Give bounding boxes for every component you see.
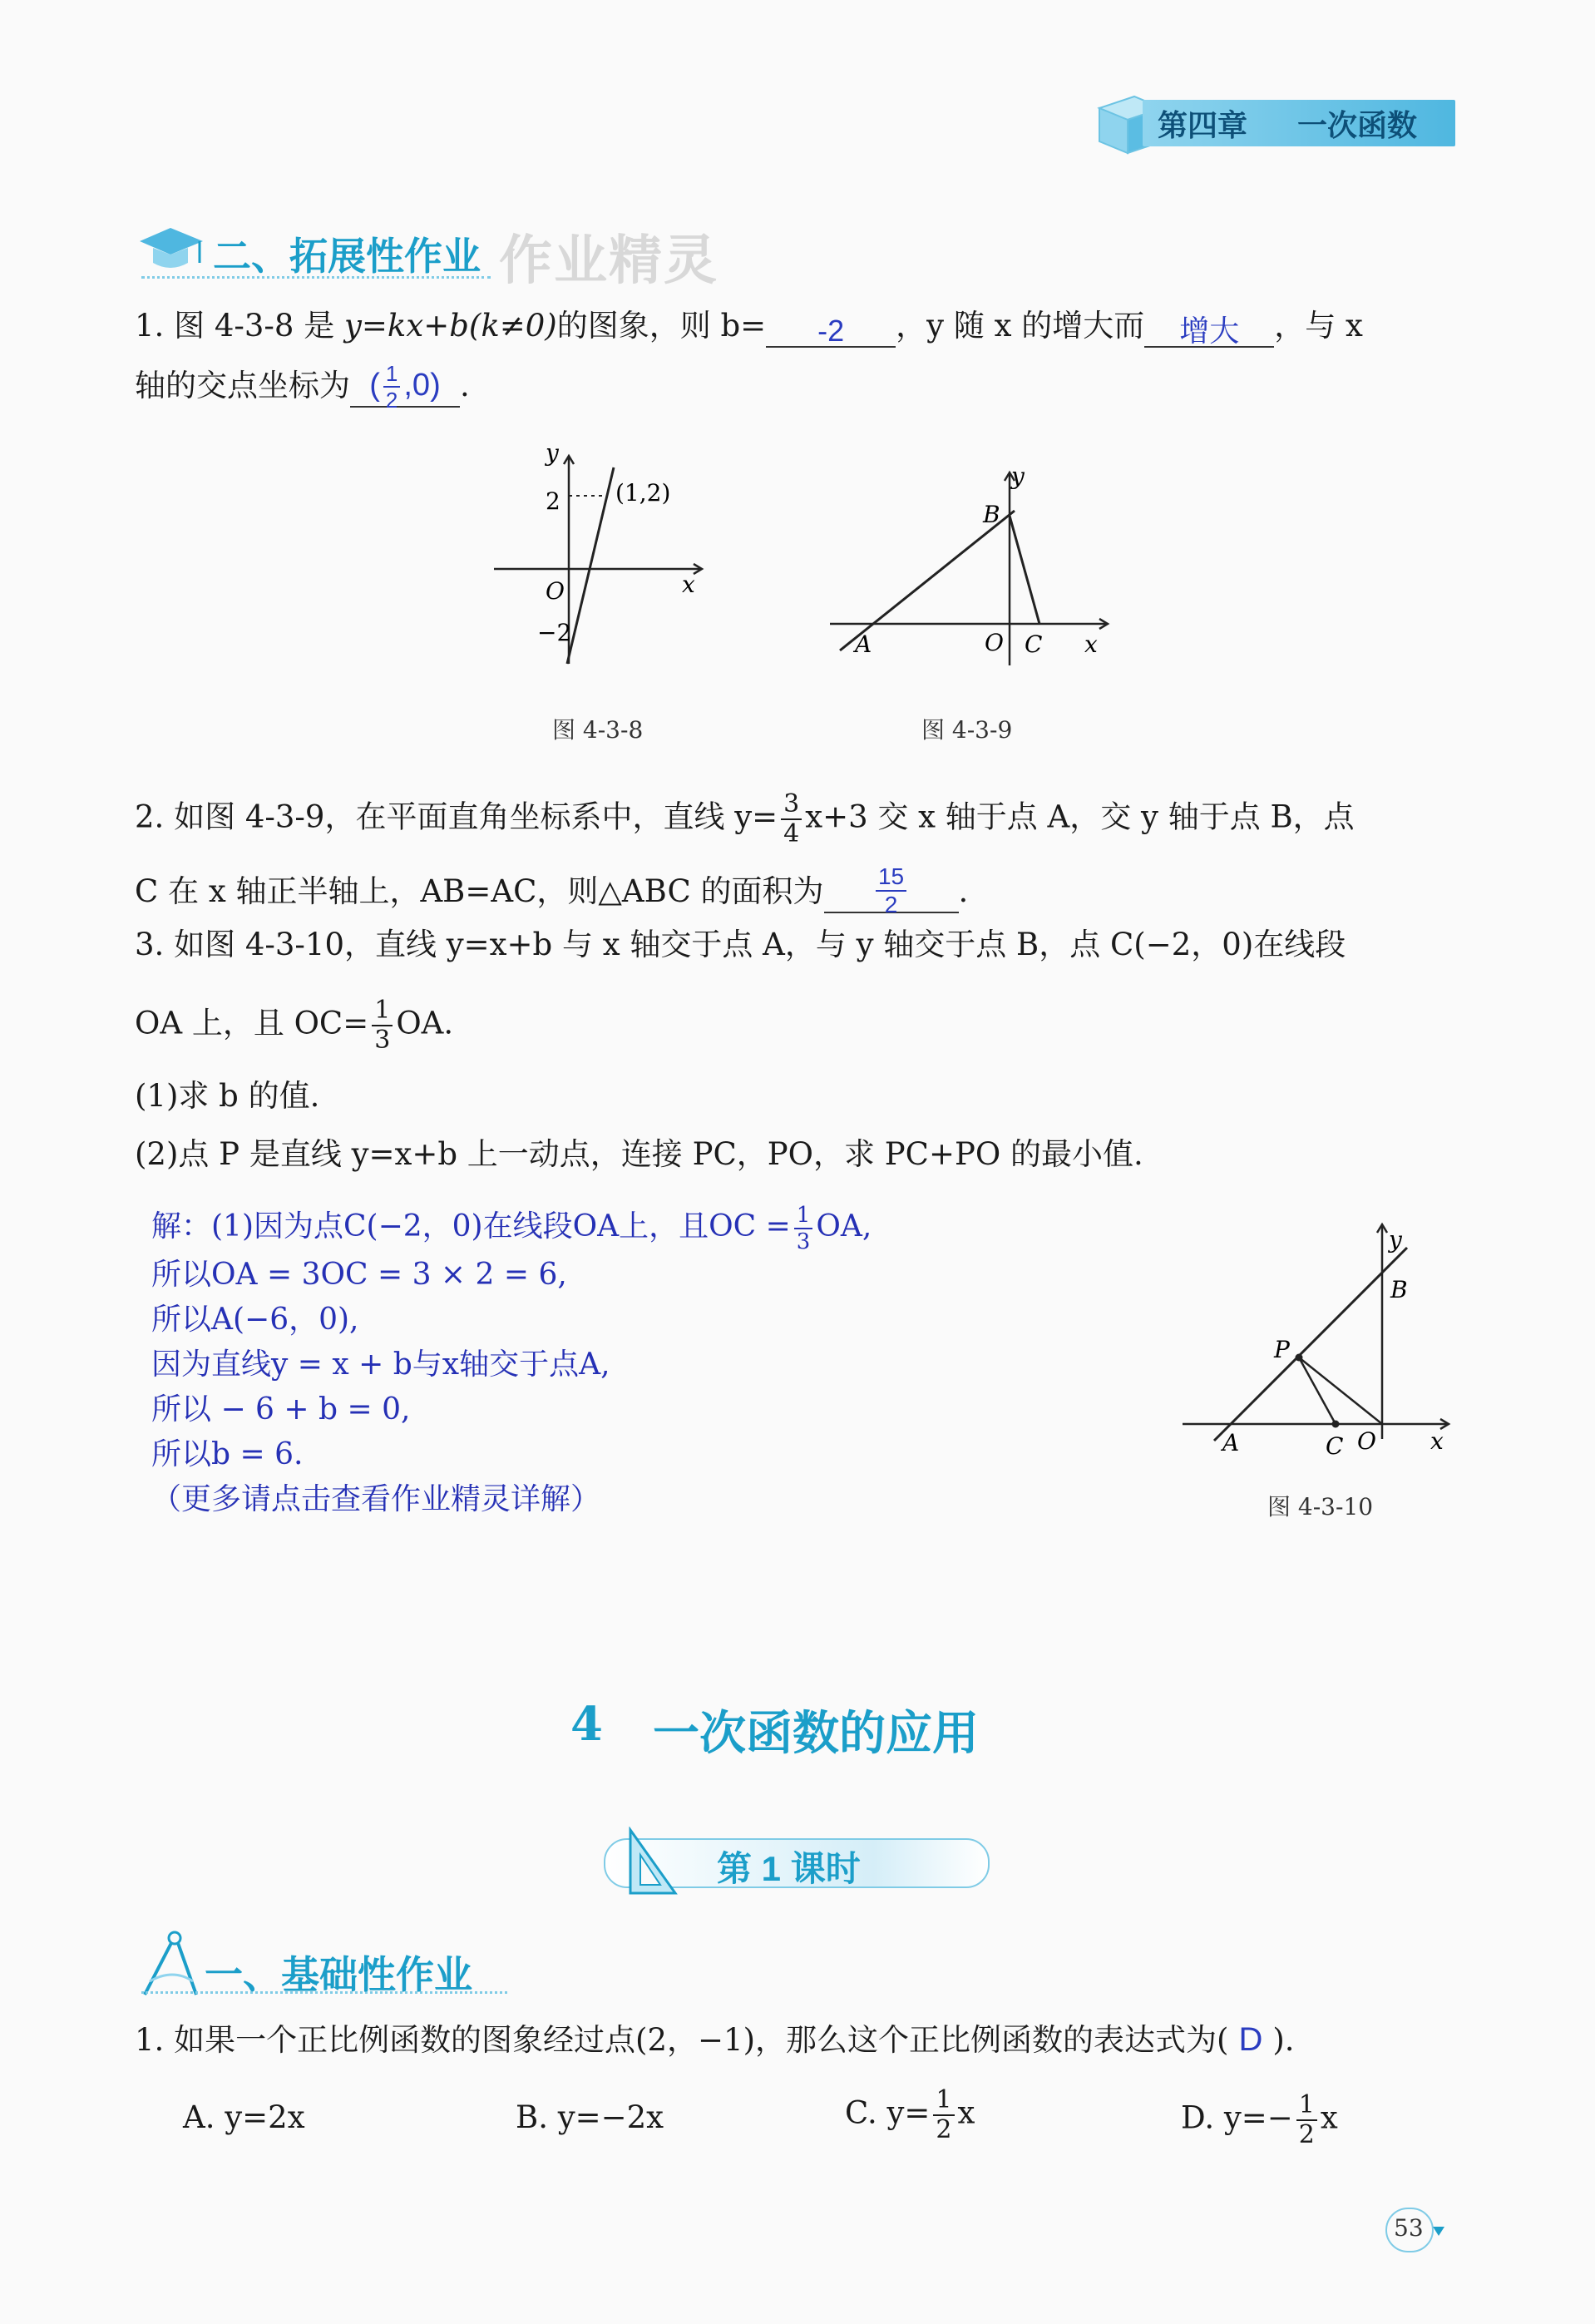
origin-label: O	[1357, 1427, 1376, 1455]
point-a-label: A	[855, 630, 872, 658]
point-c	[1332, 1421, 1340, 1428]
graduation-cap-icon	[133, 216, 208, 283]
figure-4-3-10	[1181, 1214, 1464, 1464]
question-3-part-2: (2)点 P 是直线 y=x+b 上一动点，连接 PC，PO，求 PC+PO 的最小值.	[135, 1136, 1143, 1172]
question-1-line-2: 轴的交点坐标为 ( $\frac{1}{2}$ ,0) .	[135, 361, 470, 413]
y-label: y	[1011, 462, 1025, 490]
section-extension-heading	[133, 216, 732, 291]
page-number-badge	[1385, 2206, 1447, 2251]
x-label: x	[1430, 1427, 1444, 1455]
option-d[interactable]: D. y=− $\frac{1}{2}$ x	[1181, 2090, 1338, 2149]
y-label: y	[546, 439, 559, 467]
compass-icon	[133, 1926, 208, 2001]
chapter-header	[1091, 90, 1457, 158]
watermark: 作业精灵	[499, 230, 718, 290]
point-p	[1296, 1354, 1303, 1362]
answer-area: $\frac{15}{2}$	[876, 865, 906, 917]
basic-question-1: 1. 如果一个正比例函数的图象经过点(2，−1)，那么这个正比例函数的表达式为( D ).	[135, 2021, 1295, 2058]
tick-2: 2	[546, 487, 560, 515]
origin-label: O	[546, 577, 565, 605]
point-a-label: A	[1222, 1429, 1240, 1456]
solution-line-6: 所以b = 6.	[151, 1437, 304, 1471]
answer-b: -2	[817, 314, 845, 348]
triangle-down-icon	[1432, 2224, 1445, 2237]
origin-label: O	[985, 629, 1004, 656]
lesson-title	[570, 1697, 979, 1763]
answer-point: ( $\frac{1}{2}$ ,0)	[369, 361, 441, 413]
figure-4-3-9	[823, 457, 1123, 674]
segment-bc	[1010, 516, 1039, 624]
function-line	[567, 467, 614, 664]
solution-more-link[interactable]: （更多请点击查看作业精灵详解）	[151, 1482, 601, 1516]
figure-4-3-8-caption: 图 4-3-8	[552, 716, 644, 744]
segment-po	[1299, 1357, 1382, 1424]
line-ab	[1214, 1248, 1407, 1441]
question-3-line-2: OA 上，且 OC= $\frac{1}{3}$ OA.	[135, 996, 454, 1055]
question-3-line-1: 3. 如图 4-3-10，直线 y=x+b 与 x 轴交于点 A，与 y 轴交于点 B，点 C(−2，0)在线段	[135, 927, 1346, 962]
figure-4-3-8	[482, 433, 723, 665]
question-2-line-2: C 在 x 轴正半轴上，AB=AC，则△ABC 的面积为 $\frac{15}{2}$ .	[135, 863, 969, 917]
segment-pc	[1299, 1357, 1336, 1424]
x-label: x	[682, 571, 695, 598]
section-basic-heading	[133, 1926, 599, 2001]
period-banner	[595, 1827, 991, 1896]
option-c[interactable]: C. y= $\frac{1}{2}$ x	[845, 2085, 975, 2144]
solution-line-2: 所以OA = 3OC = 3 × 2 = 6,	[151, 1258, 567, 1292]
question-1-line-1: 1. 图 4-3-8 是 y=kx+b(k≠0)的图象，则 b= -2 ，y 随 x 的增大而 增大 ，与 x	[135, 308, 1363, 348]
point-b-label: B	[1390, 1276, 1408, 1303]
lesson-name: 一次函数的应用	[652, 1706, 979, 1761]
question-2-line-1: 2. 如图 4-3-9，在平面直角坐标系中，直线 y= $\frac{3}{4}$ x+3 交 x 轴于点 A，交 y 轴于点 B，点	[135, 789, 1355, 848]
point-p-label: P	[1274, 1336, 1290, 1363]
option-b[interactable]: B. y=−2x	[516, 2099, 664, 2135]
point-b-label: B	[983, 501, 1000, 528]
solution-block	[151, 1204, 1149, 1522]
page-number: 53	[1394, 2214, 1424, 2242]
answer-choice: D	[1238, 2021, 1263, 2058]
triangle-ruler-icon	[624, 1827, 682, 1896]
chapter-title: 一次函数	[1297, 107, 1418, 142]
point-label: (1,2)	[615, 479, 671, 507]
solution-line-3: 所以A(−6，0),	[151, 1303, 359, 1337]
chapter-number: 第四章	[1158, 107, 1248, 142]
x-label: x	[1084, 630, 1098, 658]
section-title: 二、拓展性作业	[213, 235, 481, 278]
lesson-number: 4	[570, 1697, 603, 1752]
y-label: y	[1389, 1226, 1402, 1253]
tick-neg-2: −2	[537, 619, 572, 646]
point-c-label: C	[1025, 630, 1043, 658]
answer-trend: 增大	[1179, 314, 1240, 348]
question-3-part-1: (1)求 b 的值.	[135, 1078, 320, 1114]
figure-4-3-10-caption: 图 4-3-10	[1267, 1493, 1374, 1520]
option-a[interactable]: A. y=2x	[183, 2099, 305, 2135]
solution-line-4: 因为直线y = x + b与x轴交于点A,	[151, 1347, 610, 1382]
period-label: 第 1 课时	[717, 1849, 861, 1888]
solution-line-5: 所以 − 6 + b = 0,	[151, 1392, 411, 1427]
point-c-label: C	[1326, 1432, 1344, 1460]
section-title: 一、基础性作业	[205, 1953, 472, 1996]
figure-4-3-9-caption: 图 4-3-9	[921, 716, 1013, 744]
solution-line-1: 解：(1)因为点C(−2，0)在线段OA上，且OC = $\frac{1}{3}$ OA,	[151, 1203, 872, 1254]
